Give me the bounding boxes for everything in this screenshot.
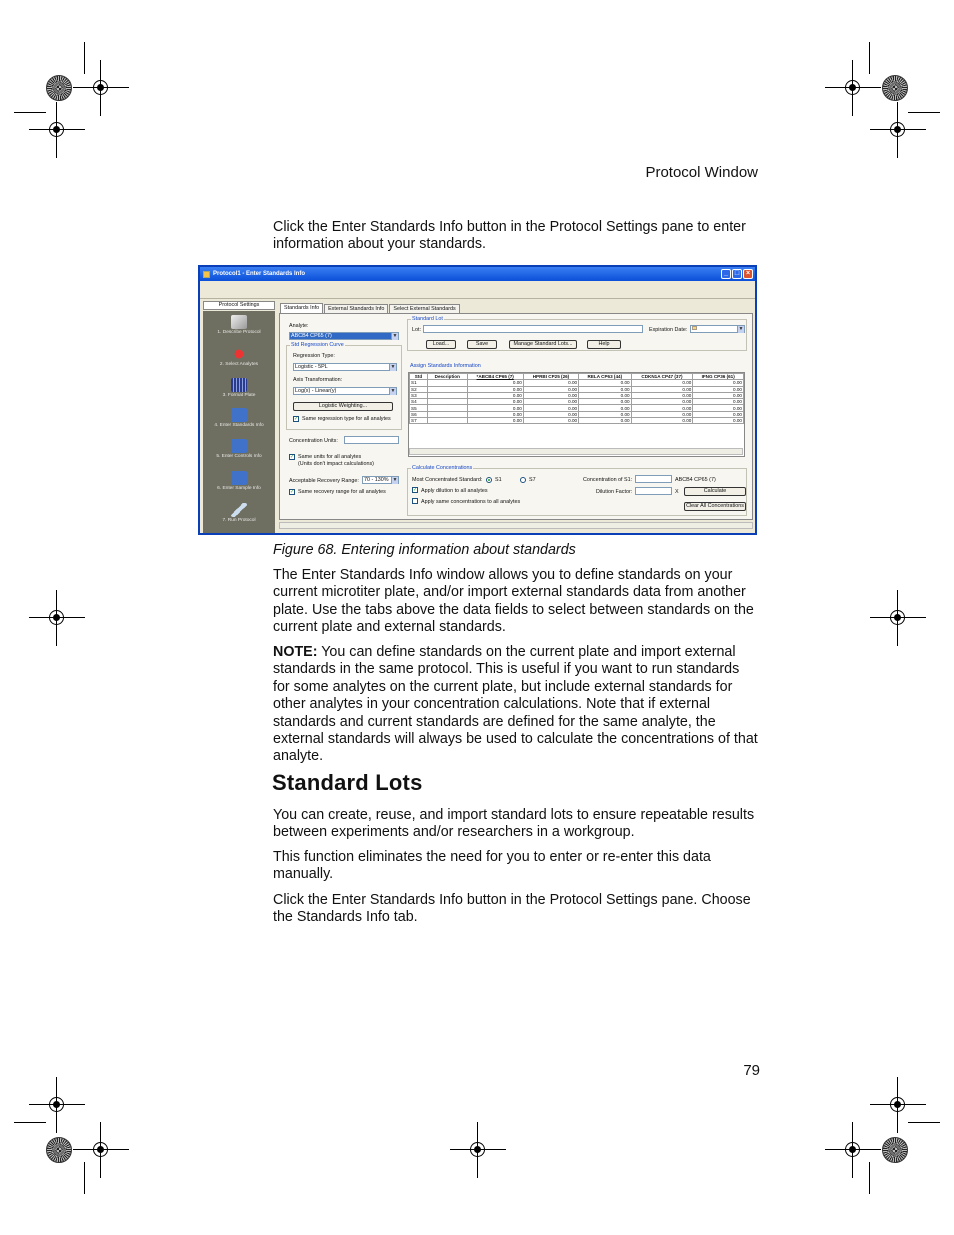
same-units-checkbox[interactable]: ✓ (290, 454, 295, 460)
concentration-s1-label: Concentration of S1: (583, 477, 633, 483)
page-number: 79 (743, 1062, 760, 1079)
standard-lot-title: Standard Lot (412, 316, 443, 322)
tab-external-standards-info[interactable]: External Standards Info (324, 304, 388, 313)
chevron-down-icon: ▼ (392, 333, 398, 339)
std-regression-title: Std Regression Curve (291, 342, 344, 348)
std-cell[interactable]: S7 (410, 418, 428, 424)
crosshair-icon (870, 102, 926, 158)
running-header: Protocol Window (645, 164, 758, 181)
run-icon (231, 503, 247, 517)
section-heading: Standard Lots (272, 770, 423, 795)
same-units-note: (Units don't impact calculations) (298, 461, 374, 467)
apply-same-conc-checkbox[interactable] (412, 498, 418, 504)
radio-s7[interactable] (520, 477, 526, 483)
concentration-cell[interactable]: 0.00 (523, 418, 578, 424)
concentration-cell[interactable]: 0.00 (693, 418, 744, 424)
same-recovery-label: Same recovery range for all analytes (298, 489, 386, 495)
load-button[interactable]: Load... (426, 340, 456, 349)
concentration-units-label: Concentration Units: (289, 438, 338, 444)
clipboard-icon (231, 315, 247, 329)
concentration-cell[interactable]: 0.00 (631, 392, 693, 398)
axis-transform-label: Axis Transformation: (293, 377, 343, 383)
radio-s7-label: S7 (529, 477, 536, 483)
step-format-plate[interactable]: 3. Format Plate (203, 378, 275, 398)
radio-s1-label: S1 (495, 477, 502, 483)
apply-dilution-checkbox[interactable]: ✓ (413, 487, 418, 493)
concentration-cell[interactable]: 0.00 (523, 392, 578, 398)
table-row[interactable] (410, 418, 744, 424)
chevron-down-icon: ▼ (390, 388, 396, 394)
note-label: NOTE: (273, 644, 318, 660)
concentration-cell[interactable]: 0.00 (693, 411, 744, 417)
std-cell[interactable]: S2 (410, 386, 428, 392)
apply-same-conc-label: Apply same concentrations to all analytes (421, 499, 521, 505)
minimize-icon[interactable]: _ (721, 269, 731, 279)
assign-standards-title: Assign Standards Information (410, 363, 481, 369)
window-titlebar (200, 267, 755, 281)
concentration-cell[interactable]: 0.00 (467, 386, 523, 392)
times-sign: X (675, 489, 679, 495)
step-run-protocol[interactable]: 7. Run Protocol (203, 503, 275, 523)
std-cell[interactable]: S5 (410, 405, 428, 411)
crosshair-icon (825, 1122, 881, 1178)
concentration-cell[interactable]: 0.00 (467, 411, 523, 417)
concentration-cell[interactable]: 0.00 (693, 386, 744, 392)
column-header[interactable]: RELA CP63 (44) (579, 374, 632, 380)
regression-type-label: Regression Type: (293, 353, 335, 359)
crosshair-icon (29, 590, 85, 646)
window-title: Protocol1 - Enter Standards Info (213, 271, 306, 277)
menu-strip (200, 281, 755, 299)
concentration-cell[interactable]: 0.00 (693, 399, 744, 405)
calculate-button[interactable]: Calculate (684, 487, 746, 496)
concentration-cell[interactable]: 0.00 (579, 392, 632, 398)
sample-icon (231, 471, 247, 485)
tab-standards-info[interactable]: Standards Info (280, 303, 323, 313)
column-header[interactable]: Description (428, 374, 468, 380)
concentration-cell[interactable]: 0.00 (579, 386, 632, 392)
concentration-units-input[interactable] (344, 436, 399, 444)
column-header[interactable]: IFNG CP36 (61) (693, 374, 744, 380)
analyte-label: Analyte: (289, 323, 309, 329)
step-enter-standards[interactable]: 4. Enter Standards Info (203, 408, 275, 428)
tab-select-external-standards[interactable]: Select External Standards (389, 304, 459, 313)
chevron-down-icon: ▼ (392, 477, 398, 483)
protocol-settings-tab[interactable]: Protocol Settings (203, 301, 275, 310)
concentration-s1-input[interactable] (635, 475, 672, 483)
column-header[interactable]: CDKN1A CP47 (37) (631, 374, 693, 380)
panel-horizontal-scrollbar[interactable] (279, 522, 753, 529)
concentration-cell[interactable]: 0.00 (467, 380, 523, 386)
concentration-cell[interactable]: 0.00 (579, 399, 632, 405)
dilution-factor-input[interactable] (635, 487, 672, 495)
manage-standard-lots-button[interactable]: Manage Standard Lots... (509, 340, 577, 349)
note-paragraph (273, 644, 758, 766)
std-cell[interactable]: S1 (410, 380, 428, 386)
calculate-concentrations-group (407, 465, 747, 516)
color-bar-icon (46, 75, 72, 101)
plate-icon (231, 378, 247, 392)
column-header[interactable]: *ABCB4 CP65 (7) (467, 374, 523, 380)
concentration-cell[interactable]: 0.00 (523, 411, 578, 417)
table-horizontal-scrollbar[interactable] (409, 448, 743, 455)
concentration-cell[interactable]: 0.00 (693, 380, 744, 386)
concentration-cell[interactable]: 0.00 (631, 418, 693, 424)
chevron-down-icon: ▼ (390, 364, 396, 370)
same-recovery-checkbox[interactable]: ✓ (290, 489, 295, 495)
regression-type-select[interactable]: Logistic - 5PL ▼ (295, 364, 396, 370)
analytes-icon (231, 347, 247, 361)
concentration-cell[interactable]: 0.00 (631, 386, 693, 392)
crosshair-icon (450, 1122, 506, 1178)
concentration-cell[interactable]: 0.00 (523, 399, 578, 405)
calendar-icon (692, 326, 697, 330)
concentration-cell[interactable]: 0.00 (523, 405, 578, 411)
step-enter-controls[interactable]: 5. Enter Controls Info (203, 439, 275, 459)
step-describe-protocol[interactable]: 1. Describe Protocol (203, 315, 275, 335)
paragraph-choose-tab: Click the Enter Standards Info button in the Protocol Settings pane. Choose the Standards Info tab. (273, 892, 751, 926)
clear-all-concentrations-button[interactable]: Clear All Concentrations (684, 502, 746, 511)
maximize-icon[interactable]: □ (732, 269, 742, 279)
figure-caption: Figure 68. Entering information about standards (273, 542, 576, 558)
radio-s1[interactable] (486, 477, 492, 483)
std-cell[interactable]: S4 (410, 399, 428, 405)
crosshair-icon (870, 590, 926, 646)
std-cell[interactable]: S3 (410, 392, 428, 398)
standard-lot-group (407, 316, 747, 351)
column-header[interactable]: Std (410, 374, 428, 380)
standards-tabs (280, 304, 461, 313)
crosshair-icon (29, 102, 85, 158)
std-regression-group (286, 342, 402, 430)
close-icon[interactable]: × (743, 269, 753, 279)
concentration-cell[interactable]: 0.00 (631, 380, 693, 386)
same-regression-label: Same regression type for all analytes (302, 416, 391, 422)
paragraph-eliminates: This function eliminates the need for you to enter or re-enter this data manually. (273, 849, 711, 883)
color-bar-icon (882, 75, 908, 101)
concentration-cell[interactable]: 0.00 (467, 418, 523, 424)
concentration-cell[interactable]: 0.00 (523, 386, 578, 392)
step-enter-sample[interactable]: 6. Enter Sample Info (203, 471, 275, 491)
concentration-cell[interactable]: 0.00 (579, 405, 632, 411)
acceptable-recovery-label: Acceptable Recovery Range: (289, 478, 359, 484)
standards-table-body (410, 380, 744, 424)
expiration-label: Expiration Date: (649, 327, 688, 333)
concentration-cell[interactable]: 0.00 (693, 392, 744, 398)
crosshair-icon (73, 1122, 129, 1178)
analyte-select[interactable]: ABCB4 CP65 (7) ▼ (291, 333, 398, 339)
standards-table (409, 373, 744, 424)
color-bar-icon (46, 1137, 72, 1163)
concentration-cell[interactable]: 0.00 (631, 411, 693, 417)
axis-transform-select[interactable]: Log(x) - Linear(y) ▼ (295, 388, 396, 394)
acceptable-recovery-select[interactable]: 70 - 130% ▼ (364, 477, 398, 483)
description-cell[interactable] (428, 418, 468, 424)
concentration-cell[interactable]: 0.00 (467, 392, 523, 398)
note-text: You can define standards on the current plate and import external standards in the same protocol. This is useful if you want to run standards for some analytes on the current plate, but include external standards for other analytes in your concentration calculations. Note that if external standards and current standards are defined for the same analyte, the external standards will always be used to calculate the concentrations of that analyte. (273, 644, 758, 765)
concentration-cell[interactable]: 0.00 (467, 405, 523, 411)
color-bar-icon (882, 1137, 908, 1163)
concentration-cell[interactable]: 0.00 (693, 405, 744, 411)
help-button[interactable]: Help (587, 340, 621, 349)
apply-dilution-label: Apply dilution to all analytes (421, 488, 488, 494)
concentration-cell[interactable]: 0.00 (523, 380, 578, 386)
calculate-concentrations-title: Calculate Concentrations (412, 465, 473, 471)
std-cell[interactable]: S6 (410, 411, 428, 417)
intro-paragraph: Click the Enter Standards Info button in the Protocol Settings pane to enter information about your standards. (273, 219, 746, 253)
concentration-cell[interactable]: 0.00 (467, 399, 523, 405)
concentration-cell[interactable]: 0.00 (579, 411, 632, 417)
concentration-cell[interactable]: 0.00 (631, 405, 693, 411)
paragraph-standard-lots: You can create, reuse, and import standard lots to ensure repeatable results between experiments and/or researchers in a workgroup. (273, 807, 755, 841)
save-button[interactable]: Save (467, 340, 497, 349)
column-header[interactable]: HPRBI CP25 (26) (523, 374, 578, 380)
concentration-analyte-label: ABCB4 CP65 (7) (675, 477, 716, 483)
concentration-cell[interactable]: 0.00 (631, 399, 693, 405)
step-select-analytes[interactable]: 2. Select Analytes (203, 347, 275, 367)
same-units-label: Same units for all analytes (298, 454, 362, 460)
expiration-date-picker[interactable] (690, 325, 745, 333)
controls-icon (231, 439, 247, 453)
lot-label: Lot: (412, 327, 421, 333)
lot-input[interactable] (423, 325, 643, 333)
standards-info-panel (279, 313, 753, 520)
concentration-cell[interactable]: 0.00 (579, 418, 632, 424)
logistic-weighting-button[interactable]: Logistic Weighting... (293, 402, 393, 411)
standards-icon (231, 408, 247, 422)
same-regression-checkbox[interactable]: ✓ (294, 416, 299, 422)
dilution-factor-label: Dilution Factor: (596, 489, 633, 495)
protocol-window-screenshot (198, 265, 757, 535)
most-concentrated-label: Most Concentrated Standard: (412, 477, 483, 483)
protocol-steps-sidebar (203, 311, 275, 533)
paragraph-enter-standards: The Enter Standards Info window allows you to define standards on your current microtiter plate, and/or import external standards data from another plate. Use the tabs above the data fields to select between standards on the current plate and external standards. (273, 567, 754, 636)
app-icon (203, 271, 210, 278)
concentration-cell[interactable]: 0.00 (579, 380, 632, 386)
chevron-down-icon: ▼ (738, 326, 744, 332)
